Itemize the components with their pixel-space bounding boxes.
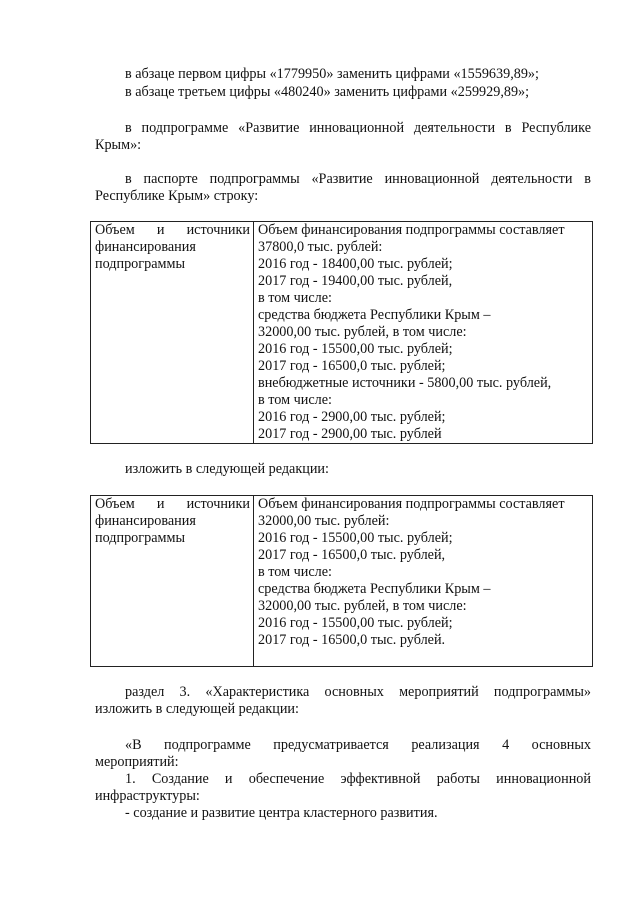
value-line: 2016 год - 18400,00 тыс. рублей; — [258, 256, 453, 272]
paragraph-new-edition: изложить в следующей редакции: — [125, 461, 329, 477]
paragraph-section-3 — [95, 684, 591, 718]
paragraph-activities — [95, 737, 591, 771]
paragraph-line: инфраструктуры: — [95, 788, 200, 804]
table-value-cell — [254, 222, 593, 444]
value-line: средства бюджета Республики Крым – — [258, 581, 491, 597]
value-line: Объем финансирования подпрограммы составляет — [258, 222, 565, 238]
value-line: Объем финансирования подпрограммы составляет — [258, 496, 565, 512]
label-line: Объем и источники — [95, 222, 250, 238]
value-line: 2016 год - 15500,00 тыс. рублей; — [258, 530, 453, 546]
value-line: 37800,0 тыс. рублей: — [258, 239, 383, 255]
value-line: 2017 год - 19400,00 тыс. рублей, — [258, 273, 453, 289]
paragraph-amend-1: в абзаце первом цифры «1779950» заменить цифрами «1559639,89»; — [125, 66, 539, 82]
paragraph-line: в паспорте подпрограммы «Развитие инновационной деятельности в — [125, 171, 591, 187]
value-line: 2016 год - 2900,00 тыс. рублей; — [258, 409, 446, 425]
value-line: 32000,00 тыс. рублей, в том числе: — [258, 598, 467, 614]
table-current-financing — [90, 221, 593, 444]
paragraph-line: раздел 3. «Характеристика основных мероприятий подпрограммы» — [125, 684, 591, 700]
table-new-financing — [90, 495, 593, 667]
value-line: 2017 год - 16500,0 тыс. рублей; — [258, 358, 446, 374]
table-row — [91, 496, 593, 667]
value-line: средства бюджета Республики Крым – — [258, 307, 491, 323]
paragraph-line: Крым»: — [95, 137, 142, 153]
paragraph-line: 1. Создание и обеспечение эффективной работы инновационной — [125, 771, 591, 787]
paragraph-amend-2: в абзаце третьем цифры «480240» заменить цифрами «259929,89»; — [125, 84, 530, 100]
blank-line — [258, 649, 589, 666]
paragraph-bullet-cluster: - создание и развитие центра кластерного развития. — [125, 805, 438, 821]
table-row — [91, 222, 593, 444]
paragraph-line: в подпрограмме «Развитие инновационной деятельности в Республике — [125, 120, 591, 136]
table-value-cell — [254, 496, 593, 667]
paragraph-line: мероприятий: — [95, 754, 179, 770]
value-line: 2017 год - 16500,0 тыс. рублей. — [258, 632, 446, 648]
value-line: в том числе: — [258, 290, 332, 306]
value-line: в том числе: — [258, 392, 332, 408]
label-line: подпрограммы — [95, 530, 185, 546]
value-line: 2016 год - 15500,00 тыс. рублей; — [258, 615, 453, 631]
value-line: 2017 год - 2900,00 тыс. рублей — [258, 426, 442, 442]
label-line: финансирования — [95, 513, 196, 529]
value-line: 2017 год - 16500,0 тыс. рублей, — [258, 547, 446, 563]
label-line: подпрограммы — [95, 256, 185, 272]
paragraph-item-1 — [95, 771, 591, 805]
paragraph-passport — [95, 171, 591, 205]
value-line: 32000,00 тыс. рублей, в том числе: — [258, 324, 467, 340]
label-line: финансирования — [95, 239, 196, 255]
paragraph-line: Республике Крым» строку: — [95, 188, 259, 204]
value-line: 32000,00 тыс. рублей: — [258, 513, 390, 529]
value-line: в том числе: — [258, 564, 332, 580]
paragraph-line: «В подпрограмме предусматривается реализация 4 основных — [125, 737, 591, 753]
value-line: 2016 год - 15500,00 тыс. рублей; — [258, 341, 453, 357]
label-line: Объем и источники — [95, 496, 250, 512]
paragraph-subprogram-heading — [95, 120, 591, 154]
value-line: внебюджетные источники - 5800,00 тыс. рублей, — [258, 375, 552, 391]
table-label-cell — [91, 496, 254, 667]
paragraph-line: изложить в следующей редакции: — [95, 701, 299, 717]
table-label-cell — [91, 222, 254, 444]
